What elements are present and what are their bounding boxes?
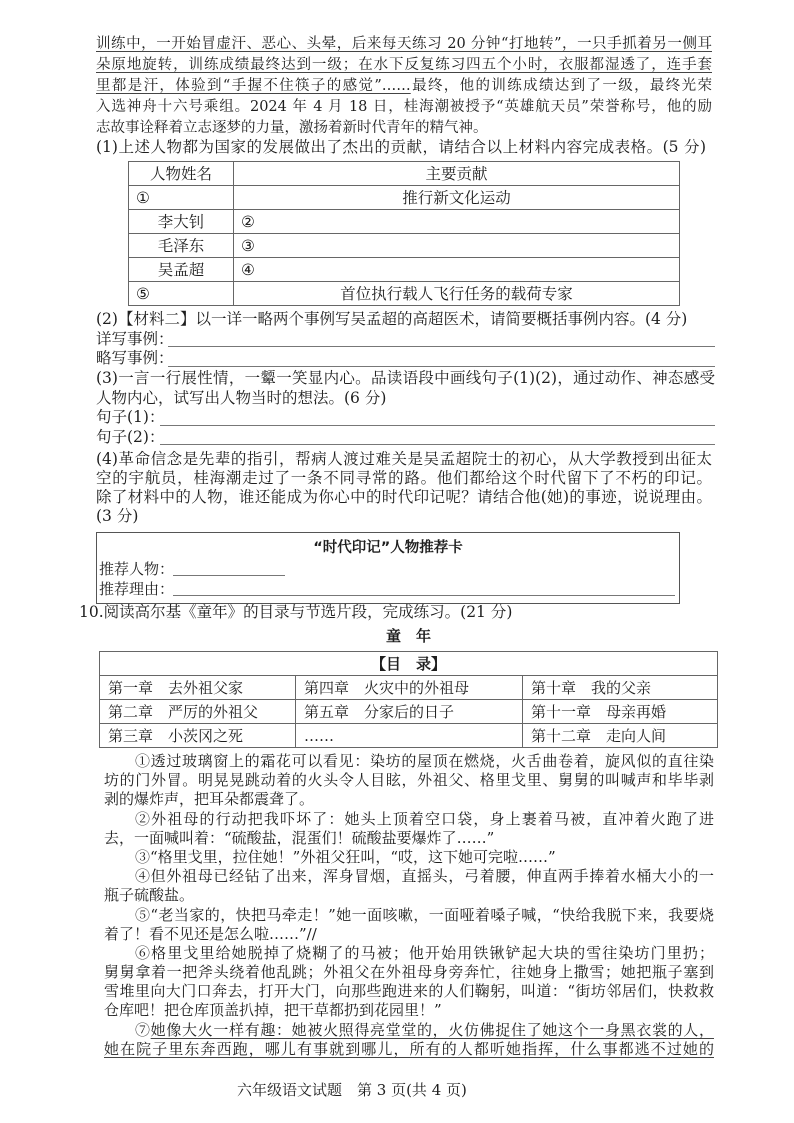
cell-name: 李大钊 xyxy=(129,210,234,234)
questions-2-3 xyxy=(96,310,715,448)
excerpt-line: ⑥格里戈里给她脱掉了烧糊了的马被；他开始用铁锹铲起大块的雪往染坊门里扔； xyxy=(135,943,714,962)
excerpt-line: 剥的爆炸声，把耳朵都震聋了。 xyxy=(104,790,315,809)
excerpt-line xyxy=(104,1021,714,1040)
recommendation-reason-field xyxy=(99,579,675,599)
toc-header-row xyxy=(100,652,718,676)
excerpt-line: ③“格里戈里，拉住她！”外祖父狂叫，“哎，这下她可完啦……” xyxy=(135,847,556,866)
question-1-prompt: (1)上述人物都为国家的发展做出了杰出的贡献，请结合以上材料内容完成表格。(5 分) xyxy=(96,138,706,156)
recommendation-card xyxy=(96,532,680,604)
excerpt-line xyxy=(104,1040,714,1059)
cell-name: 吴孟超 xyxy=(129,258,234,282)
cell-contribution: 首位执行载人飞行任务的载荷专家 xyxy=(234,282,680,306)
toc-chapter: 第十一章 母亲再婚 xyxy=(523,700,718,724)
toc-chapter: 第三章 小茨冈之死 xyxy=(100,724,296,748)
table-row xyxy=(129,186,680,210)
table-of-contents xyxy=(99,651,718,748)
excerpt-line: 仓库吧！把仓库顶盖扒掉，把干草都扔到花园里！” xyxy=(104,1001,442,1020)
field-label: 推荐理由： xyxy=(99,580,175,598)
passage-line xyxy=(96,76,712,97)
table-header-row xyxy=(129,162,680,186)
field-label: 略写事例： xyxy=(96,349,174,368)
field-label: 详写事例： xyxy=(96,329,174,348)
question-3-prompt-line: 人物内心，试写出人物当时的想法。(6 分) xyxy=(96,388,387,407)
question-4-prompt-line: 除了材料中的人物，谁还能成为你心中的时代印记呢？请结合他(她)的事迹，说说理由。 xyxy=(96,488,712,506)
question-4-score: (3 分) xyxy=(96,507,139,525)
answer-line xyxy=(160,444,715,445)
passage-line xyxy=(96,34,712,55)
excerpt xyxy=(104,752,714,1059)
toc-chapter: 第五章 分家后的日子 xyxy=(296,700,523,724)
book-title: 童 年 xyxy=(385,627,431,645)
question-2-prompt: (2)【材料二】以一详一略两个事例写吴孟超的高超医术，请简要概括事例内容。(4 分) xyxy=(96,310,688,328)
answer-line xyxy=(173,595,675,596)
question-4-prompt-line: (4)革命信念是先辈的指引，帮病人渡过难关是吴孟超院士的初心，从大学教授到出征太 xyxy=(96,450,712,468)
answer-line xyxy=(168,366,715,367)
toc-chapter: 第十二章 走向人间 xyxy=(523,724,718,748)
toc-row xyxy=(100,700,718,724)
question-10-prompt: 10.阅读高尔基《童年》的目录与节选片段，完成练习。(21 分) xyxy=(79,603,513,621)
cell-contribution-blank: ③ xyxy=(234,234,680,258)
underlined-sentence: 她在院子里东奔西跑，哪儿有事就到哪儿，所有的人都听她指挥，什么事都逃不过她的 xyxy=(104,1039,714,1058)
answer-line xyxy=(168,346,715,347)
sentence-2-field xyxy=(96,428,715,448)
question-3-prompt-line: (3)一言一行展性情，一颦一笑显内心。品读语段中画线句子(1)(2)，通过动作、神态感受 xyxy=(96,369,715,388)
toc-chapter: 第一章 去外祖父家 xyxy=(100,676,296,700)
question-1 xyxy=(96,137,706,157)
passage-text: 入选神舟十六号乘组。2024 年 4 月 18 日，桂海潮被授予“英雄航天员”荣誉称号，他的励 xyxy=(96,99,712,115)
excerpt-line: 去，一面喊叫着：“硫酸盐，混蛋们！硫酸盐要爆炸了……” xyxy=(104,828,495,847)
cell-name: 毛泽东 xyxy=(129,234,234,258)
sentence-1-field xyxy=(96,408,715,428)
paragraph-number: ⑦ xyxy=(135,1020,151,1039)
excerpt-line: ⑤“老当家的，快把马牵走！”她一面咳嗽，一面哑着嗓子喊，“快给我脱下来，我要烧 xyxy=(135,905,714,924)
brief-example-field xyxy=(96,349,715,369)
excerpt-line: 着了！看不见还是怎么啦……”// xyxy=(104,924,317,943)
card-title: “时代印记”人物推荐卡 xyxy=(313,540,463,556)
contribution-table xyxy=(128,161,680,306)
table-row xyxy=(129,282,680,306)
toc-row xyxy=(100,724,718,748)
cell-contribution-blank: ② xyxy=(234,210,680,234)
table-row xyxy=(129,210,680,234)
passage-text: 志故事诠释着立志逐梦的力量，激扬着新时代青年的精气神。 xyxy=(96,120,488,136)
cell-name: ① xyxy=(129,186,234,210)
excerpt-line: 舅舅拿着一把斧头绕着他乱跳；外祖父在外祖母身旁奔忙，往她身上撒雪；她把瓶子塞到 xyxy=(104,963,714,982)
underlined-sentence-1: 训练中，一开始冒虚汗、恶心、头晕，后来每天练习 20 分钟“打地转”，一只手抓着另一侧耳 xyxy=(96,36,712,52)
passage-line xyxy=(96,55,712,76)
recommended-person-field xyxy=(99,559,675,579)
toc-chapter: 第四章 火灾中的外祖母 xyxy=(296,676,523,700)
underlined-sentence-1: 朵原地旋转，训练成绩最终达到一级；在水下反复练习四五个小时，衣服都湿透了，连手套 xyxy=(96,57,712,73)
question-4 xyxy=(96,450,712,526)
excerpt-line: 雪堆里向大门口奔去，打开大门，向那些跑进来的人们鞠躬，叫道：“街坊邻居们，快救救 xyxy=(104,982,714,1001)
cell-name-blank: ⑤ xyxy=(129,282,234,306)
passage-line xyxy=(96,97,712,118)
field-label: 句子(1)： xyxy=(96,408,165,427)
field-label: 推荐人物： xyxy=(99,560,175,578)
field-label: 句子(2)： xyxy=(96,428,165,447)
toc-row xyxy=(100,676,718,700)
table-row xyxy=(129,258,680,282)
header-name: 人物姓名 xyxy=(129,162,234,186)
toc-header: 【目 录】 xyxy=(100,652,718,676)
cell-contribution: 推行新文化运动 xyxy=(234,186,680,210)
toc-chapter: 第二章 严厉的外祖父 xyxy=(100,700,296,724)
header-contribution: 主要贡献 xyxy=(234,162,680,186)
excerpt-line: ②外祖母的行动把我吓坏了：她头上顶着空口袋，身上裹着马被，直冲着火跑了进 xyxy=(135,809,714,828)
answer-line xyxy=(173,575,285,576)
excerpt-line: 坊的门外冒。明晃晃跳动着的火头令人目眩，外祖父、格里戈里、舅舅的叫喊声和毕毕剥 xyxy=(104,771,714,790)
toc-chapter: 第十章 我的父亲 xyxy=(523,676,718,700)
detailed-example-field xyxy=(96,330,715,350)
excerpt-line: ④但外祖母已经钻了出来，浑身冒烟，直摇头，弓着腰，伸直两手捧着水桶大小的一 xyxy=(135,867,714,886)
underlined-sentence-1: 里都是汗，体验到“手握不住筷子的感觉”…… xyxy=(96,78,411,94)
excerpt-line: ①透过玻璃窗上的霜花可以看见：染坊的屋顶在燃烧，火舌曲卷着，旋风似的直往染 xyxy=(135,752,714,770)
question-4-prompt-line: 空的宇航员，桂海潮走过了一条不同寻常的路。他们都给这个时代留下了不朽的印记。 xyxy=(96,469,712,487)
passage-line xyxy=(96,118,712,139)
cell-contribution-blank: ④ xyxy=(234,258,680,282)
question-10 xyxy=(79,602,699,622)
table-row xyxy=(129,234,680,258)
passage-text: 最终，他的训练成绩达到了一级，最终光荣 xyxy=(410,78,712,94)
toc-ellipsis: …… xyxy=(296,724,523,748)
answer-line xyxy=(160,425,715,426)
underlined-sentence: 她像大火一样有趣：她被火照得亮堂堂的，火仿佛捉住了她这个一身黑衣裳的人， xyxy=(150,1020,714,1039)
page-footer: 六年级语文试题 第 3 页(共 4 页) xyxy=(237,1081,467,1099)
passage-tail xyxy=(96,34,712,139)
excerpt-line: 瓶子硫酸盐。 xyxy=(104,886,195,905)
